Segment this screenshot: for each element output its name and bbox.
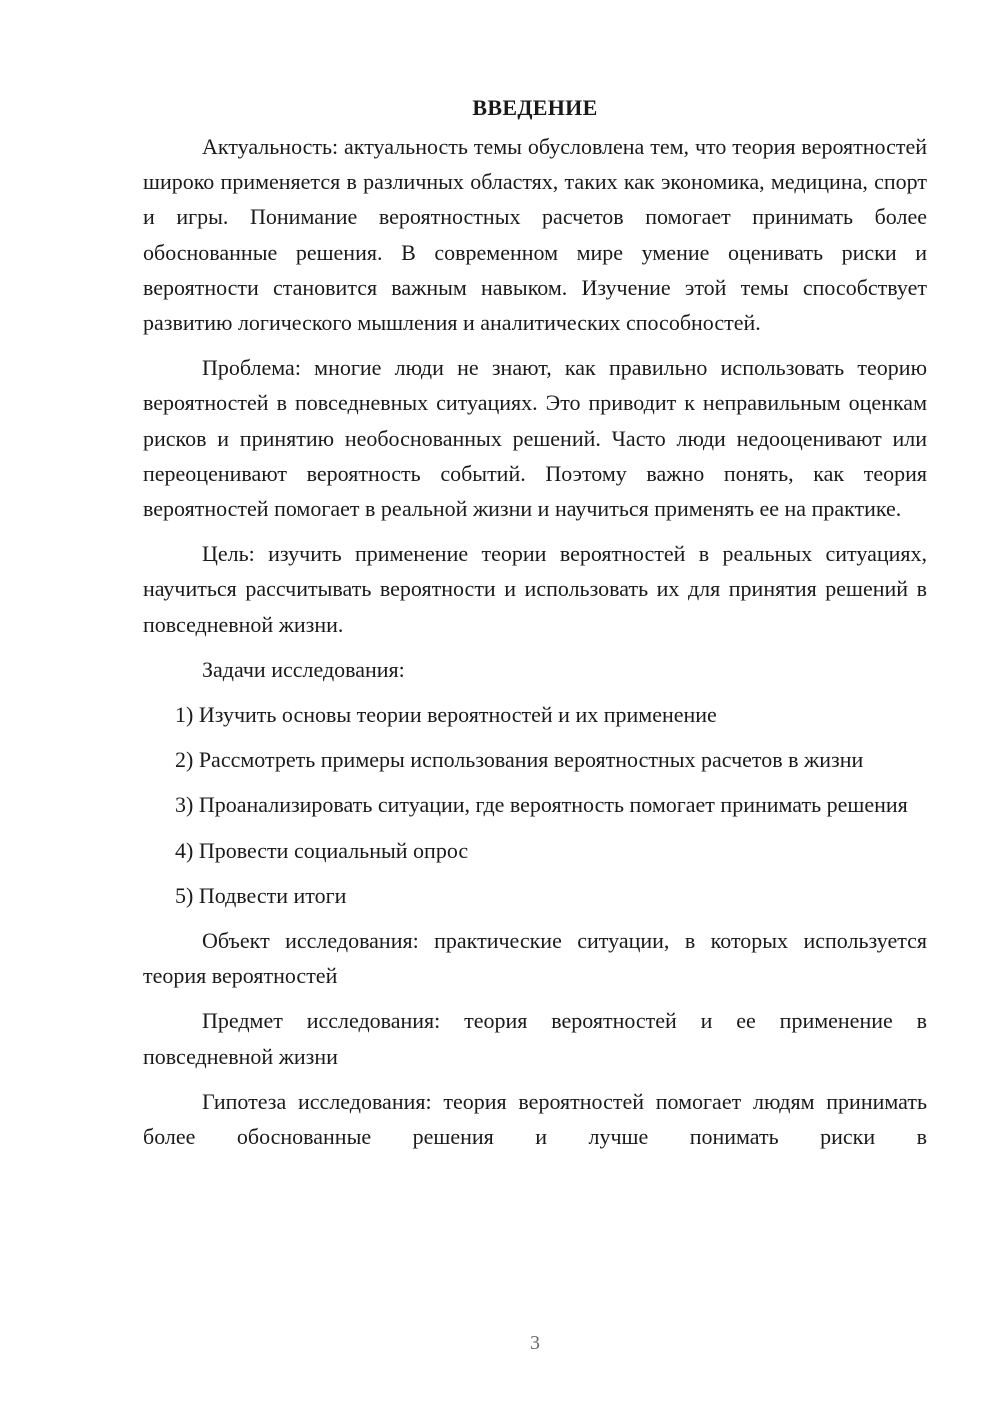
task-item-3: 3) Проанализировать ситуации, где вероятность помогает принимать решения <box>175 792 908 818</box>
task-item-5: 5) Подвести итоги <box>175 882 347 908</box>
relevance-paragraph: Актуальность: актуальность темы обусловлена тем, что теория вероятностей широко применяется в различных областях, таких как экономика, медицина, спорт и игры. Понимание вероятностных расчетов помогает принимать более обоснованные решения. В современном мире умение оценивать риски и вероятности становится важным навыком. Изучение этой темы способствует развитию логического мышления и аналитических способностей. <box>143 134 927 336</box>
task-item-2: 2) Рассмотреть примеры использования вероятностных расчетов в жизни <box>175 747 864 773</box>
task-item-1: 1) Изучить основы теории вероятностей и их применение <box>175 702 717 728</box>
section-title: ВВЕДЕНИЕ <box>472 95 598 120</box>
page-number: 3 <box>530 1332 540 1354</box>
document-page <box>143 90 927 1164</box>
problem-paragraph: Проблема: многие люди не знают, как правильно использовать теорию вероятностей в повседневных ситуациях. Это приводит к неправильным оценкам рисков и принятию необоснованных решений. Часто люди недооценивают или переоценивают вероятность событий. Поэтому важно понять, как теория вероятностей помогает в реальной жизни и научиться применять ее на практике. <box>143 355 927 522</box>
tasks-heading: Задачи исследования: <box>202 656 405 682</box>
object-paragraph: Объект исследования: практические ситуации, в которых используется теория вероятностей <box>143 928 927 989</box>
hypothesis-paragraph: Гипотеза исследования: теория вероятностей помогает людям принимать более обоснованные решения и лучше понимать риски в <box>143 1088 927 1150</box>
goal-paragraph: Цель: изучить применение теории вероятностей в реальных ситуациях, научиться рассчитывать вероятности и использовать их для принятия решений в повседневной жизни. <box>143 541 927 637</box>
task-item-4: 4) Провести социальный опрос <box>175 837 469 863</box>
subject-paragraph: Предмет исследования: теория вероятностей и ее применение в повседневной жизни <box>143 1008 927 1069</box>
